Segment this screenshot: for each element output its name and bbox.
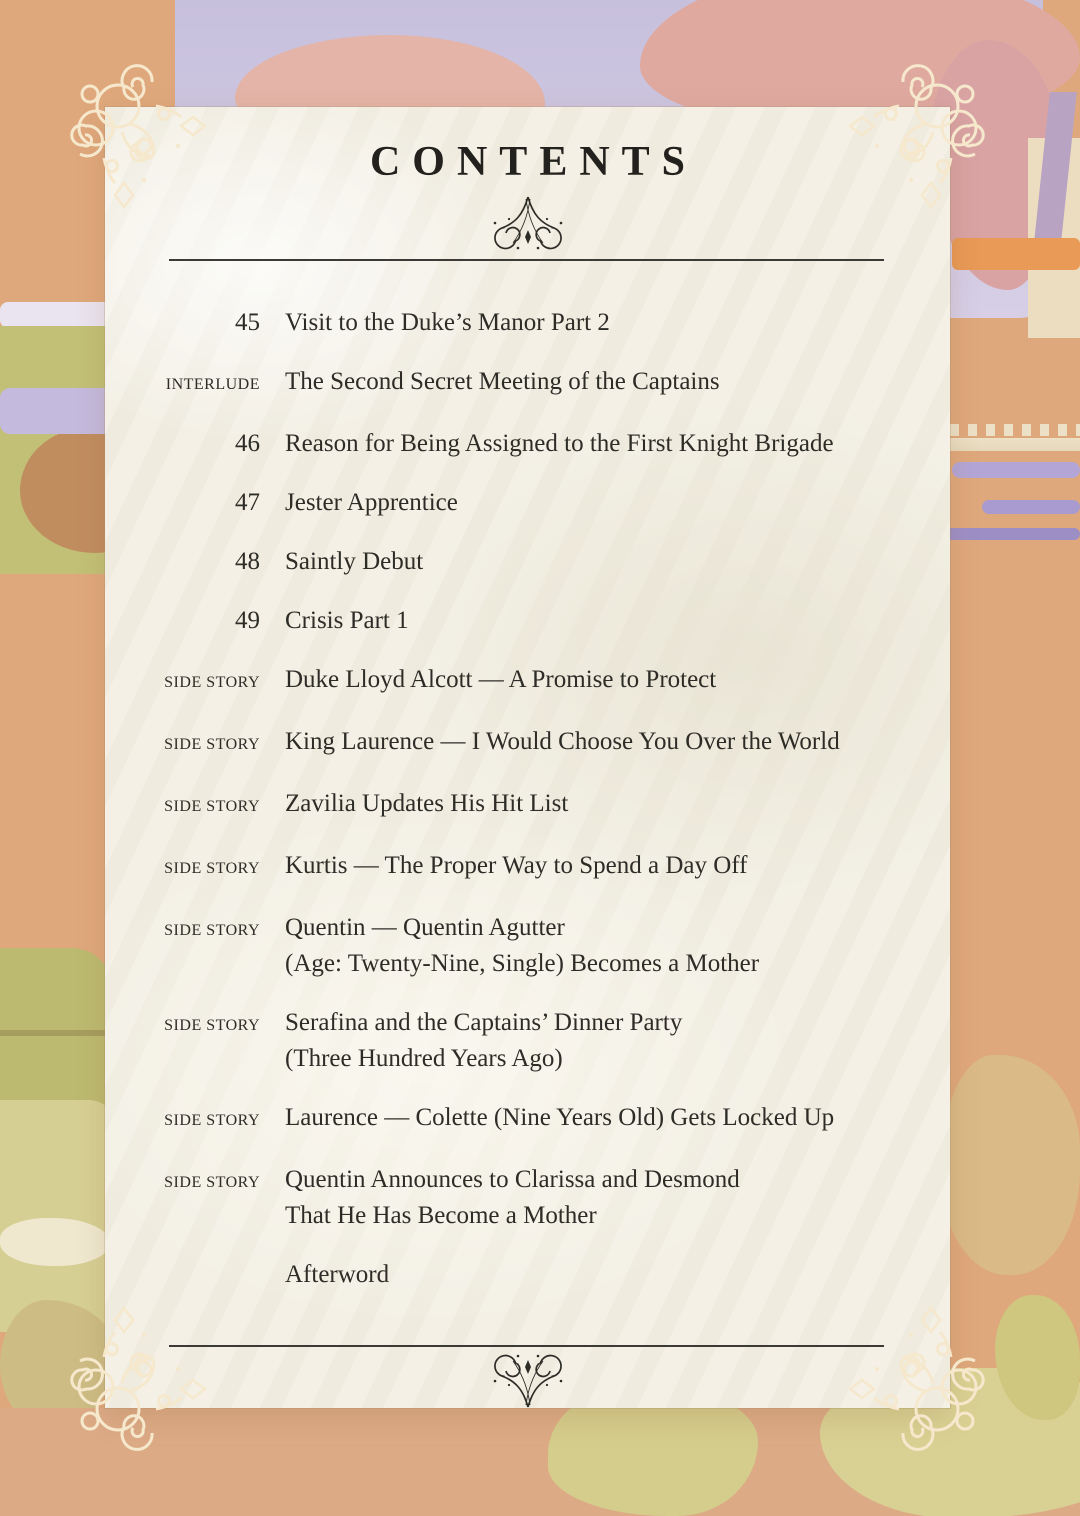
artwork-splash <box>0 1218 110 1266</box>
entry-title-line: Saintly Debut <box>285 548 424 575</box>
toc-entry <box>105 544 910 580</box>
toc-list <box>105 305 910 1293</box>
entry-title-line: Visit to the Duke’s Manor Part 2 <box>285 309 610 336</box>
entry-label: SIDE STORY <box>164 1017 260 1034</box>
toc-entry <box>105 1100 910 1139</box>
entry-title-line: Reason for Being Assigned to the First Knight Brigade <box>285 430 834 457</box>
corner-flourish-icon <box>60 62 230 232</box>
entry-label: SIDE STORY <box>164 798 260 815</box>
entry-title-line: King Laurence — I Would Choose You Over the World <box>285 728 840 755</box>
toc-entry <box>105 1162 910 1234</box>
entry-title-line: Quentin Announces to Clarissa and Desmond <box>285 1166 740 1193</box>
entry-title <box>285 786 568 822</box>
entry-title-line: Kurtis — The Proper Way to Spend a Day Off <box>285 852 748 879</box>
entry-label: 46 <box>235 430 260 457</box>
entry-title <box>285 305 610 341</box>
entry-label: 49 <box>235 607 260 634</box>
entry-title <box>285 1162 740 1234</box>
entry-label: 45 <box>235 309 260 336</box>
toc-entry <box>105 786 910 825</box>
entry-title <box>285 364 720 400</box>
artwork-hill-line <box>0 1030 108 1036</box>
toc-entry <box>105 364 910 403</box>
artwork-streak <box>0 388 118 434</box>
entry-title-line: The Second Secret Meeting of the Captains <box>285 368 720 395</box>
toc-entry <box>105 848 910 887</box>
entry-title <box>285 426 834 462</box>
entry-title-line: Laurence — Colette (Nine Years Old) Gets Locked Up <box>285 1104 835 1131</box>
entry-label: INTERLUDE <box>165 376 260 393</box>
toc-entry <box>105 603 910 639</box>
entry-label: SIDE STORY <box>164 736 260 753</box>
artwork-water <box>952 462 1080 478</box>
entry-title-line: (Age: Twenty-Nine, Single) Becomes a Mother <box>285 950 760 977</box>
entry-title-line: Duke Lloyd Alcott — A Promise to Protect <box>285 666 717 693</box>
entry-title-line: That He Has Become a Mother <box>285 1202 597 1229</box>
entry-title-line: Quentin — Quentin Agutter <box>285 914 565 941</box>
entry-title <box>285 848 748 884</box>
toc-entry <box>105 662 910 701</box>
artwork-leaves <box>940 1055 1080 1275</box>
toc-entry <box>105 305 910 341</box>
entry-label: 47 <box>235 489 260 516</box>
entry-title <box>285 662 716 698</box>
entry-title-line: Crisis Part 1 <box>285 607 409 634</box>
divider-rule-top <box>169 259 884 261</box>
entry-label: SIDE STORY <box>164 922 260 939</box>
artwork-water <box>938 528 1080 540</box>
artwork-strip <box>952 238 1080 270</box>
entry-title <box>285 485 458 521</box>
contents-panel <box>105 107 950 1408</box>
entry-label: SIDE STORY <box>164 860 260 877</box>
entry-title-line: Zavilia Updates His Hit List <box>285 790 569 817</box>
divider-rule-bottom <box>169 1345 884 1347</box>
corner-flourish-icon <box>825 62 995 232</box>
artwork-water <box>982 500 1080 514</box>
toc-entry <box>105 485 910 521</box>
artwork-castle-wall <box>932 424 1080 451</box>
entry-title <box>285 603 409 639</box>
entry-title-line: Jester Apprentice <box>285 489 458 516</box>
entry-label: SIDE STORY <box>164 1174 260 1191</box>
entry-title <box>285 910 759 982</box>
entry-label: SIDE STORY <box>164 1112 260 1129</box>
entry-title <box>285 1005 682 1077</box>
toc-entry <box>105 910 910 982</box>
corner-flourish-icon <box>825 1283 995 1453</box>
toc-entry <box>105 724 910 763</box>
toc-entry <box>105 1005 910 1077</box>
entry-label: 48 <box>235 548 260 575</box>
entry-title-line: (Three Hundred Years Ago) <box>285 1045 563 1072</box>
entry-title-line: Afterword <box>285 1261 390 1288</box>
page-title: CONTENTS <box>369 139 698 185</box>
toc-entry <box>105 426 910 462</box>
entry-title <box>285 544 423 580</box>
swirl-flourish-icon <box>463 193 593 253</box>
entry-title-line: Serafina and the Captains’ Dinner Party <box>285 1009 683 1036</box>
swirl-flourish-icon <box>463 1351 593 1411</box>
corner-flourish-icon <box>60 1283 230 1453</box>
entry-label: SIDE STORY <box>164 674 260 691</box>
entry-title <box>285 1257 389 1293</box>
entry-title <box>285 1100 834 1136</box>
entry-title <box>285 724 840 760</box>
